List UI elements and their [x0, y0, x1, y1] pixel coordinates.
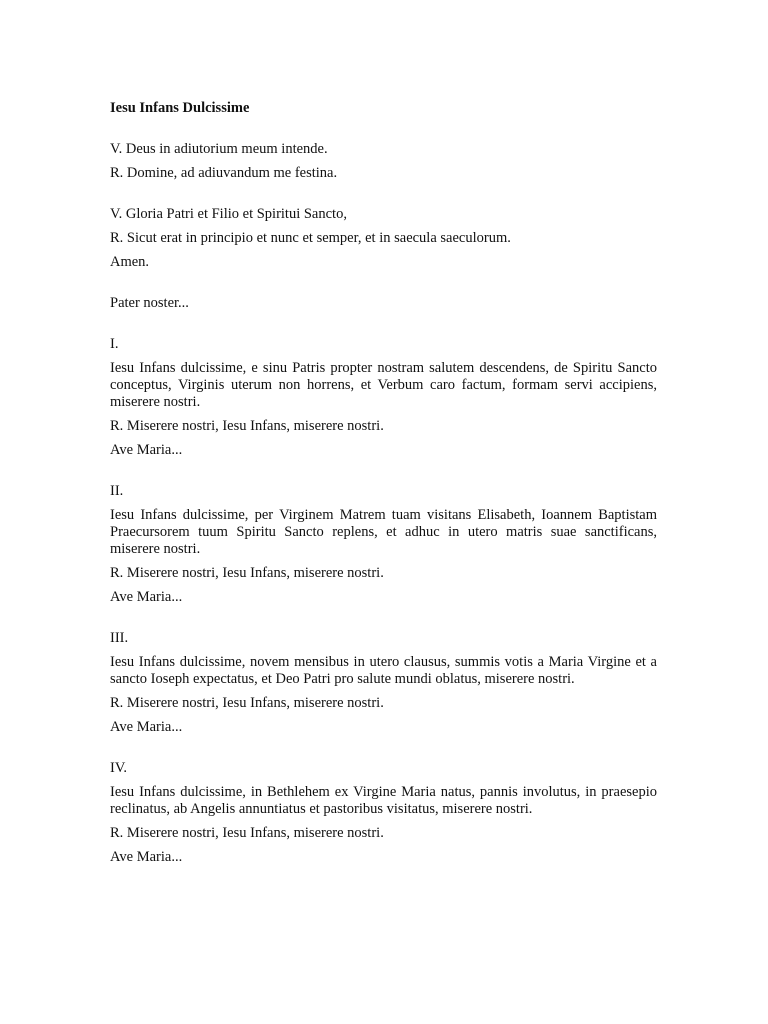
amen-line: Amen. — [110, 254, 150, 270]
versicle-line: V. Deus in adiutorium meum intende. — [110, 141, 328, 157]
prayer-paragraph: Iesu Infans dulcissime, e sinu Patris propter nostram salutem descendens, de Spiritu Sancto conceptus, Virginis uterum non horrens, et Verbum caro factum, formam servi accipiens, miserere nostri. — [110, 360, 657, 410]
prayer-section — [110, 336, 657, 459]
prayer-section — [110, 483, 657, 606]
section-numeral: II. — [110, 483, 124, 499]
prayer-paragraph: Iesu Infans dulcissime, per Virginem Matrem tuam visitans Elisabeth, Ioannem Baptistam Praecursorem tuum Spiritu Sancto replens, et adhuc in utero matris suae sanctificans, miserere nostri. — [110, 507, 657, 557]
document-body — [110, 100, 657, 873]
section-numeral: III. — [110, 630, 129, 646]
spacer — [110, 613, 657, 630]
prayer-paragraph: Iesu Infans dulcissime, in Bethlehem ex Virgine Maria natus, pannis involutus, in praesepio reclinatus, ab Angelis annuntiatus et pastoribus visitatus, miserere nostri. — [110, 784, 657, 817]
spacer — [110, 743, 657, 760]
ave-maria-line: Ave Maria... — [110, 589, 183, 605]
spacer — [110, 319, 657, 336]
spacer — [110, 466, 657, 483]
response-line: R. Miserere nostri, Iesu Infans, miserere nostri. — [110, 825, 384, 841]
prayer-paragraph: Iesu Infans dulcissime, novem mensibus in utero clausus, summis votis a Maria Virgine et a sancto Ioseph expectatus, et Deo Patri pro salute mundi oblatus, miserere nostri. — [110, 654, 657, 687]
response-line: R. Miserere nostri, Iesu Infans, miserere nostri. — [110, 695, 384, 711]
response-line: R. Sicut erat in principio et nunc et semper, et in saecula saeculorum. — [110, 230, 511, 246]
pater-noster-line: Pater noster... — [110, 295, 189, 311]
section-numeral: IV. — [110, 760, 128, 776]
versicle-line: V. Gloria Patri et Filio et Spiritui Sancto, — [110, 206, 347, 222]
ave-maria-line: Ave Maria... — [110, 442, 183, 458]
spacer — [110, 278, 657, 295]
response-line: R. Miserere nostri, Iesu Infans, miserere nostri. — [110, 565, 384, 581]
prayer-section — [110, 760, 657, 866]
response-line: R. Miserere nostri, Iesu Infans, miserere nostri. — [110, 418, 384, 434]
document-title: Iesu Infans Dulcissime — [110, 100, 250, 116]
ave-maria-line: Ave Maria... — [110, 849, 183, 865]
spacer — [110, 189, 657, 206]
ave-maria-line: Ave Maria... — [110, 719, 183, 735]
prayer-section — [110, 630, 657, 736]
section-numeral: I. — [110, 336, 119, 352]
response-line: R. Domine, ad adiuvandum me festina. — [110, 165, 338, 181]
